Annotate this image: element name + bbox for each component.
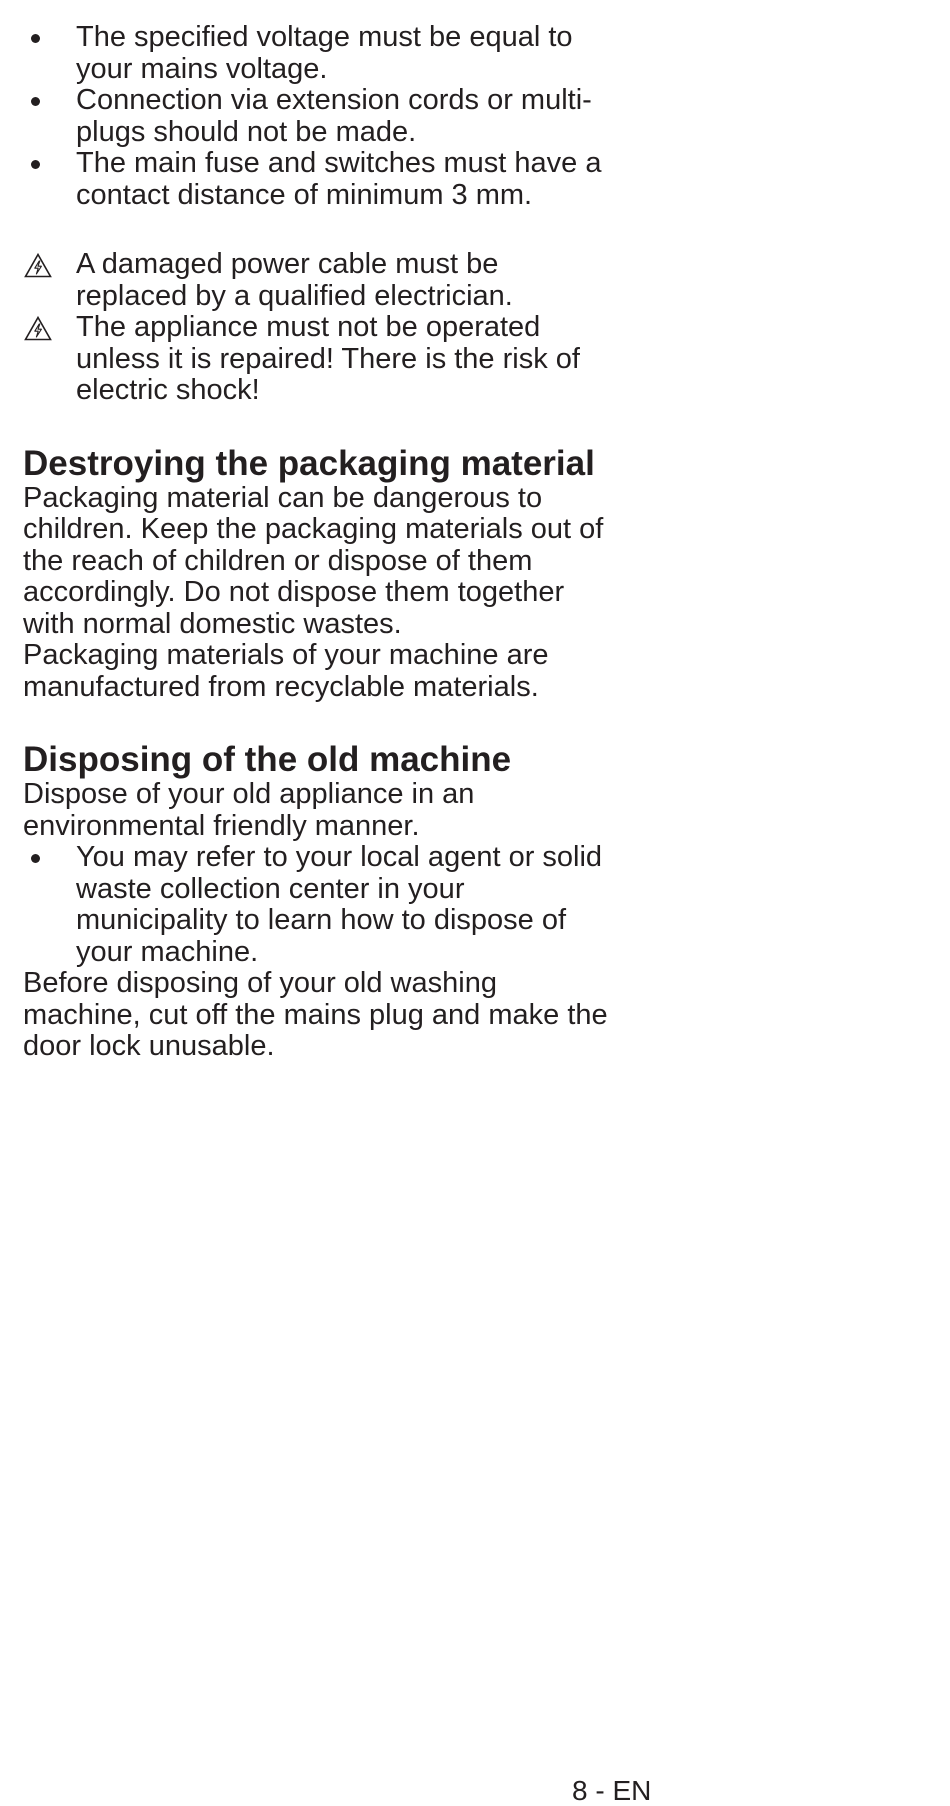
packaging-paragraph: Packaging material can be dangerous to children. Keep the packaging materials out of the reach of children or dispose of them accordingly. Do not dispose them together with normal domestic wastes. xyxy=(23,481,604,640)
warning-text: A damaged power cable must be replaced by a qualified electrician. xyxy=(76,248,513,312)
packaging-section xyxy=(23,445,613,704)
disposal-intro: Dispose of your old appliance in an environmental friendly manner. xyxy=(23,778,475,842)
list-item xyxy=(23,85,613,148)
page-number: 8 - EN xyxy=(572,1775,652,1806)
list-item xyxy=(23,22,613,85)
list-item-text: The main fuse and switches must have a contact distance of minimum 3 mm. xyxy=(76,147,602,211)
section-heading-disposal: Disposing of the old machine xyxy=(23,740,512,779)
list-item-text: You may refer to your local agent or solid waste collection center in your municipality to learn how to dispose of your machine. xyxy=(76,841,603,968)
warning-item xyxy=(23,249,613,312)
section-heading-packaging: Destroying the packaging material xyxy=(23,443,595,483)
disposal-section xyxy=(23,741,613,1063)
disposal-closing: Before disposing of your old washing machine, cut off the mains plug and make the door lock unusable. xyxy=(23,967,608,1062)
bullet-list-electrical xyxy=(23,22,613,211)
list-item xyxy=(23,148,613,211)
packaging-paragraph: Packaging materials of your machine are manufactured from recyclable materials. xyxy=(23,639,549,703)
list-item-text: Connection via extension cords or multi-plugs should not be made. xyxy=(76,84,592,148)
list-item-text: The specified voltage must be equal to your mains voltage. xyxy=(76,21,573,85)
warning-text: The appliance must not be operated unless it is repaired! There is the risk of electric shock! xyxy=(76,311,580,406)
warning-list xyxy=(23,249,613,407)
warning-item xyxy=(23,312,613,407)
list-item xyxy=(23,842,613,968)
content-column xyxy=(23,22,613,1063)
